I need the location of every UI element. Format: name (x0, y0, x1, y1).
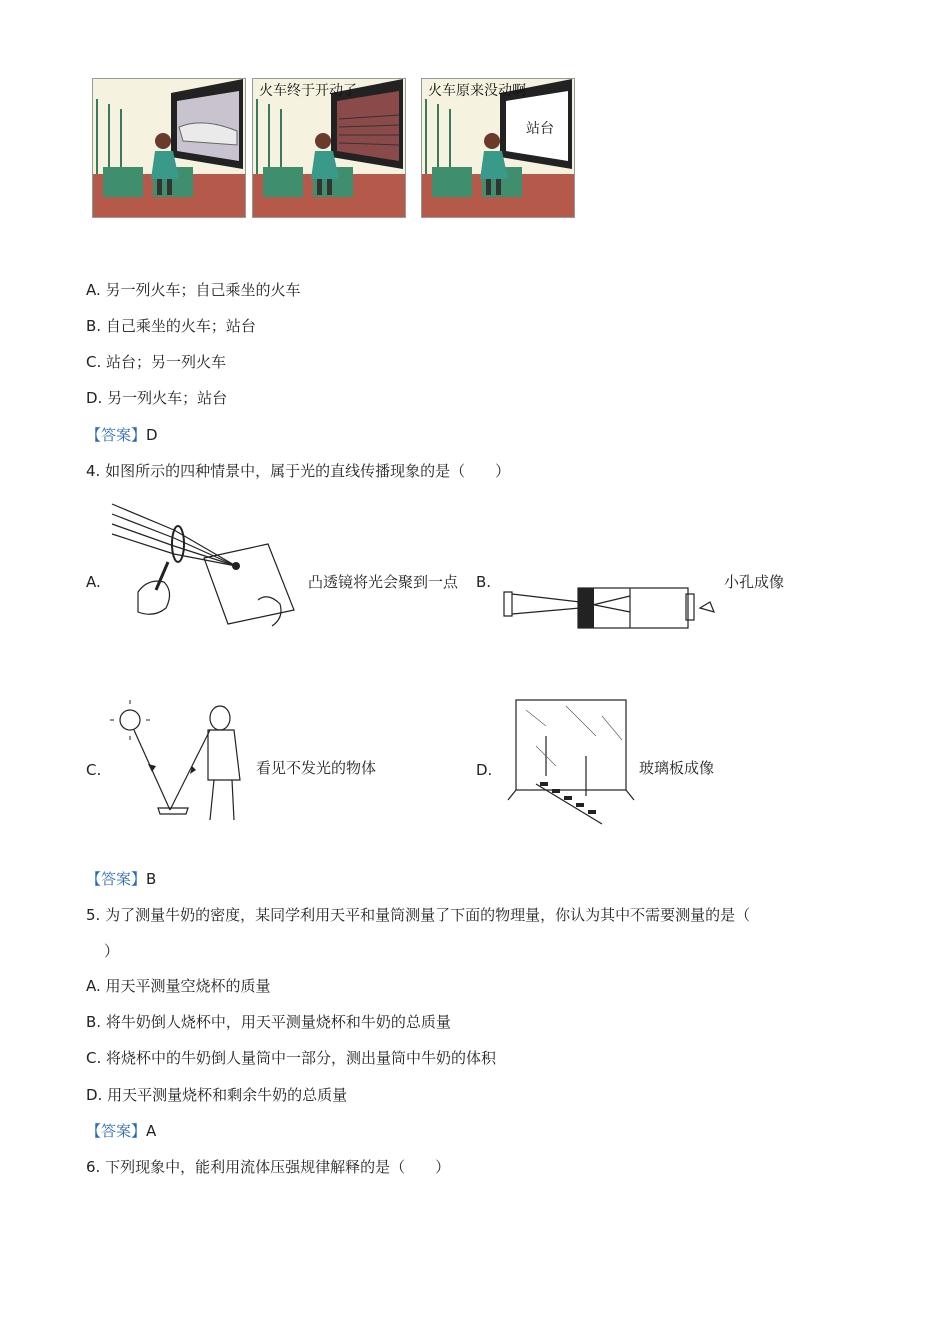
q5-answer: 【答案】A (86, 1122, 157, 1140)
q4-option-d-letter: D. (476, 761, 493, 779)
comic-panel-3-text: 火车原来没动啊 (428, 83, 526, 99)
q4-option-b-letter: B. (476, 573, 492, 591)
q4-answer: 【答案】B (86, 870, 157, 888)
q3-option-a: A. 另一列火车；自己乘坐的火车 (86, 281, 301, 299)
comic-panel-2 (252, 78, 406, 218)
platform-sign: 站台 (526, 121, 554, 137)
q4-option-a-caption: 凸透镜将光会聚到一点 (308, 573, 459, 591)
q3-option-b: B. 自己乘坐的火车；站台 (86, 317, 256, 335)
q4-option-a-letter: A. (86, 573, 101, 591)
q5-option-d: D. 用天平测量烧杯和剩余牛奶的总质量 (86, 1086, 348, 1104)
q5-option-b: B. 将牛奶倒人烧杯中，用天平测量烧杯和牛奶的总质量 (86, 1013, 451, 1031)
q6-question: 6. 下列现象中，能利用流体压强规律解释的是（ ） (86, 1158, 451, 1176)
comic-panel-3 (421, 78, 575, 218)
comic-panel-2-text: 火车终于开动了 (259, 83, 357, 99)
q5-option-c: C. 将烧杯中的牛奶倒人量筒中一部分，测出量筒中牛奶的体积 (86, 1049, 497, 1067)
lens-focus-figure (108, 500, 298, 630)
pinhole-camera-figure (500, 572, 720, 632)
q4-option-b-caption: 小孔成像 (724, 573, 785, 591)
q3-option-c: C. 站台；另一列火车 (86, 353, 227, 371)
reflection-figure (108, 700, 258, 830)
q5-question-line2: ） (104, 942, 120, 960)
q3-answer: 【答案】D (86, 426, 158, 444)
q3-option-d: D. 另一列火车；站台 (86, 389, 228, 407)
q4-option-c-caption: 看见不发光的物体 (256, 759, 377, 777)
comic-panel-1 (92, 78, 246, 218)
q4-question: 4. 如图所示的四种情景中，属于光的直线传播现象的是（ ） (86, 462, 511, 480)
q4-option-d-caption: 玻璃板成像 (639, 759, 715, 777)
q5-option-a: A. 用天平测量空烧杯的质量 (86, 977, 271, 995)
q5-question-line1: 5. 为了测量牛奶的密度，某同学利用天平和量筒测量了下面的物理量，你认为其中不需要测量的是（ (86, 906, 751, 924)
q4-option-c-letter: C. (86, 761, 102, 779)
glass-plate-figure (506, 696, 636, 828)
